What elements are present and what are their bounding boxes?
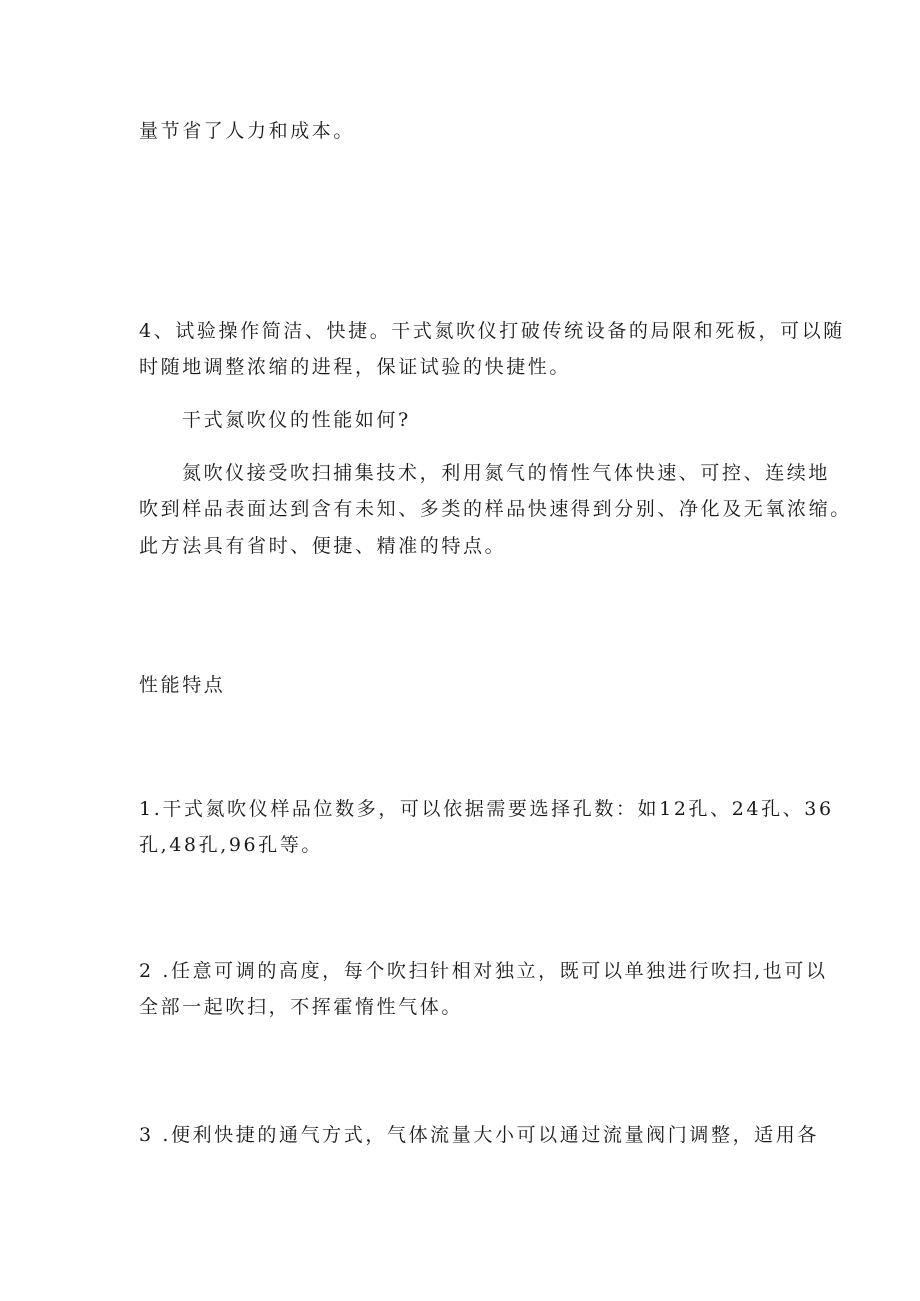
feature1-line2: 孔,48孔,96孔等。 [139,834,324,856]
feature1-line1: 1.干式氮吹仪样品位数多，可以依据需要选择孔数：如12孔、24孔、36 [139,798,834,820]
answer-line2: 吹到样品表面达到含有未知、多类的样品快速得到分别、净化及无氧浓缩。 [139,498,852,520]
question-heading: 干式氮吹仪的性能如何? [182,409,411,431]
feature3-line1: 3 .便利快捷的通气方式，气体流量大小可以通过流量阀门调整，适用各 [139,1124,819,1146]
item4-line2: 时随地调整浓缩的进程，保证试验的快捷性。 [139,356,572,378]
answer-line3: 此方法具有省时、便捷、精准的特点。 [139,535,507,557]
section-heading: 性能特点 [139,674,226,696]
feature2-line2: 全部一起吹扫，不挥霍惰性气体。 [139,996,464,1018]
paragraph-intro-tail: 量节省了人力和成本。 [139,120,356,142]
feature2-line1: 2 .任意可调的高度，每个吹扫针相对独立，既可以单独进行吹扫,也可以 [139,960,828,982]
answer-line1: 氮吹仪接受吹扫捕集技术，利用氮气的惰性气体快速、可控、连续地 [182,462,831,484]
item4-line1: 4、试验操作简洁、快捷。干式氮吹仪打破传统设备的局限和死板，可以随 [139,320,845,342]
